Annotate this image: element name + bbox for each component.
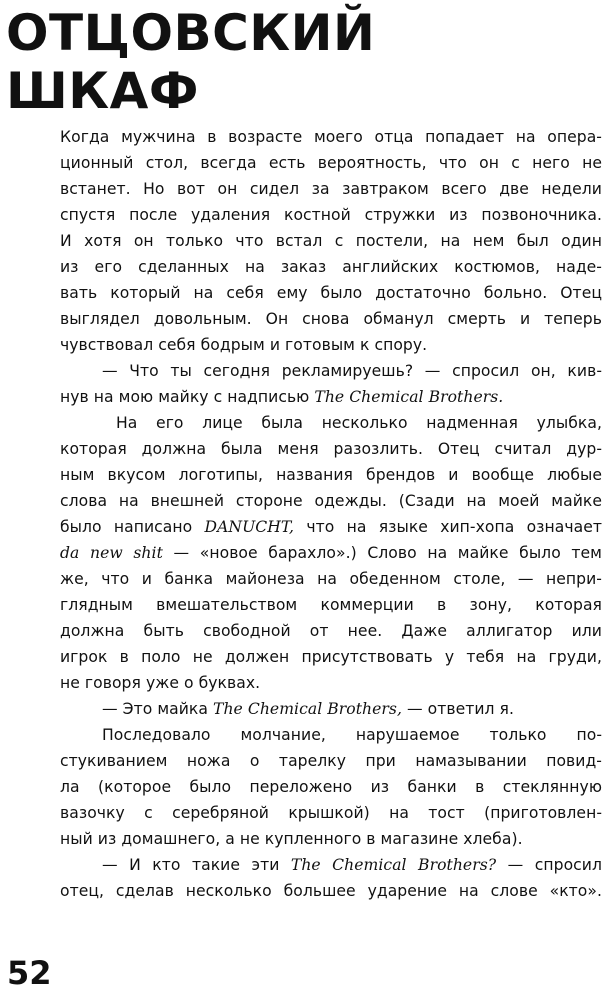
text-line (60, 696, 602, 722)
text-line-segment: Когда мужчина в возрасте моего отца попадает на опера- (60, 128, 602, 146)
text-line (60, 280, 602, 306)
text-line-segment: должна быть свободной от нее. Даже аллигатор или (60, 622, 602, 640)
text-line-segment: было написано (60, 518, 205, 536)
text-line (60, 228, 602, 254)
text-line-segment: спустя после удаления костной стружки из позвоночника. (60, 206, 602, 224)
text-line (60, 410, 602, 436)
text-line-segment: — И кто такие эти (102, 856, 291, 874)
text-line (60, 826, 602, 852)
text-line (60, 514, 602, 540)
text-line (60, 774, 602, 800)
chapter-title-line-1: ОТЦОВСКИЙ (6, 4, 376, 62)
text-line (60, 540, 602, 566)
text-line-segment: — «новое барахло».) Слово на майке было тем (162, 544, 602, 562)
italic-band-name: DANUCHT, (204, 518, 295, 536)
text-line (60, 332, 602, 358)
text-line-segment: же, что и банка майонеза на обеденном столе, — непри- (60, 570, 602, 588)
text-line-segment: что на языке хип-хопа означает (294, 518, 602, 536)
text-line-segment: Последовало молчание, нарушаемое только по- (102, 726, 602, 744)
text-line-segment: вазочку с серебряной крышкой) на тост (приготовлен- (60, 804, 602, 822)
text-line-segment: отец, сделав несколько большее ударение на слове «кто». (60, 882, 602, 900)
text-line (60, 436, 602, 462)
text-line (60, 176, 602, 202)
text-line (60, 878, 602, 904)
text-line-segment: ный из домашнего, а не купленного в магазине хлеба). (60, 830, 523, 848)
text-line-segment: — спросил (496, 856, 602, 874)
text-line-segment: чувствовал себя бодрым и готовым к спору. (60, 336, 428, 354)
text-line (60, 670, 602, 696)
text-line-segment: игрок в поло не должен присутствовать у тебя на груди, (60, 648, 602, 666)
text-line-segment: слова на внешней стороне одежды. (Сзади на моей майке (60, 492, 602, 510)
text-line (60, 722, 602, 748)
text-line-segment: встанет. Но вот он сидел за завтраком всего две недели (60, 180, 602, 198)
text-line (60, 462, 602, 488)
text-line-segment: стукиванием ножа о тарелку при намазывании повид- (60, 752, 602, 770)
italic-band-name: The Chemical Brothers. (314, 388, 504, 406)
chapter-title (6, 4, 375, 120)
text-line-segment: На его лице была несколько надменная улыбка, (116, 414, 602, 432)
text-line-segment: ционный стол, всегда есть вероятность, что он с него не (60, 154, 602, 172)
text-line (60, 124, 602, 150)
text-line-segment: которая должна была меня разозлить. Отец считал дур- (60, 440, 602, 458)
text-line-segment: И хотя он только что встал с постели, на нем был один (60, 232, 602, 250)
text-line (60, 800, 602, 826)
text-line-segment: глядным вмешательством коммерции в зону, которая (60, 596, 602, 614)
page-number: 52 (7, 954, 52, 992)
text-line (60, 358, 602, 384)
text-line (60, 306, 602, 332)
text-line-segment: ным вкусом логотипы, названия брендов и вообще любые (60, 466, 602, 484)
chapter-body-text (60, 124, 602, 904)
italic-band-name: The Chemical Brothers, (213, 700, 402, 718)
text-line (60, 852, 602, 878)
text-line-segment: вать который на себя ему было достаточно больно. Отец (60, 284, 602, 302)
text-line (60, 254, 602, 280)
text-line (60, 150, 602, 176)
text-line-segment: — ответил я. (401, 700, 514, 718)
text-line (60, 618, 602, 644)
text-line-segment: — Это майка (102, 700, 214, 718)
text-line-segment: выглядел довольным. Он снова обманул смерть и теперь (60, 310, 602, 328)
text-line (60, 202, 602, 228)
text-line-segment: — Что ты сегодня рекламируешь? — спросил он, кив- (102, 362, 602, 380)
chapter-title-line-2: ШКАФ (6, 62, 199, 120)
text-line-segment: нув на мою майку с надписью (60, 388, 315, 406)
text-line (60, 566, 602, 592)
text-line (60, 384, 602, 410)
text-line-segment: из его сделанных на заказ английских костюмов, наде- (60, 258, 602, 276)
text-line-segment: не говоря уже о буквах. (60, 674, 261, 692)
italic-band-name: The Chemical Brothers? (290, 856, 497, 874)
italic-band-name: da new shit (60, 544, 163, 562)
text-line (60, 488, 602, 514)
text-line (60, 592, 602, 618)
text-line-segment: ла (которое было переложено из банки в стеклянную (60, 778, 602, 796)
text-line (60, 748, 602, 774)
text-line (60, 644, 602, 670)
